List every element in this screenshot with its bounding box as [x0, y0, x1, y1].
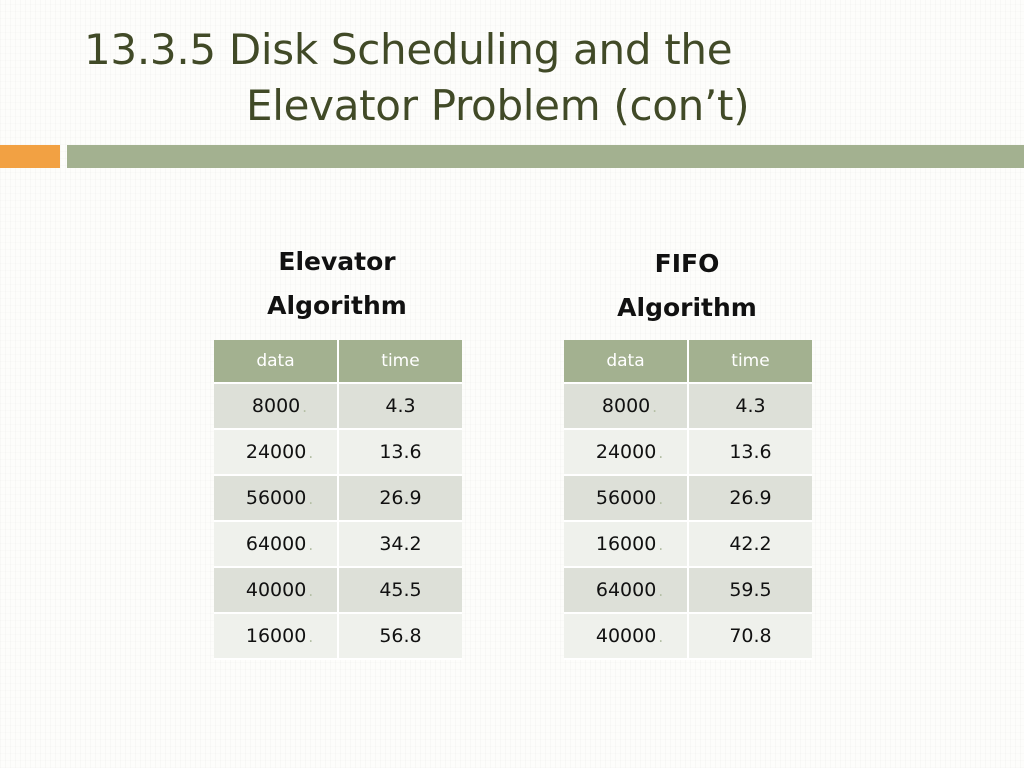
fifo-table-heading	[564, 242, 810, 330]
fifo-heading-line2: Algorithm	[617, 293, 757, 322]
cell-data-value: 16000	[245, 625, 307, 647]
elevator-table-block	[214, 240, 460, 660]
slide-title-line2: Elevator Problem (con’t)	[246, 81, 750, 130]
column-header-data: data	[214, 340, 338, 383]
cell-data-value: 16000	[595, 533, 657, 555]
table-header-row	[214, 340, 462, 383]
cell-time: 4.3	[688, 383, 812, 429]
column-header-time: time	[338, 340, 462, 383]
cell-time: 70.8	[688, 613, 812, 659]
accent-bar-orange	[0, 145, 60, 168]
cell-time: 45.5	[338, 567, 462, 613]
table-header-row	[564, 340, 812, 383]
decimal-dot: .	[302, 398, 308, 416]
elevator-heading-line2: Algorithm	[267, 291, 407, 320]
table-row	[564, 521, 812, 567]
decimal-dot: .	[308, 490, 314, 508]
cell-data-value: 56000	[595, 487, 657, 509]
decimal-dot: .	[658, 444, 664, 462]
cell-data-value: 64000	[595, 579, 657, 601]
table-row	[214, 567, 462, 613]
cell-time: 26.9	[338, 475, 462, 521]
cell-data	[214, 475, 338, 521]
column-header-data: data	[564, 340, 688, 383]
cell-data-value: 8000	[251, 395, 301, 417]
cell-time: 13.6	[688, 429, 812, 475]
cell-data-value: 40000	[245, 579, 307, 601]
cell-data	[214, 613, 338, 659]
fifo-heading-line1: FIFO	[654, 249, 720, 278]
cell-data-value: 24000	[245, 441, 307, 463]
cell-time: 56.8	[338, 613, 462, 659]
decimal-dot: .	[308, 582, 314, 600]
cell-data	[564, 383, 688, 429]
cell-data	[214, 567, 338, 613]
decimal-dot: .	[308, 628, 314, 646]
column-header-time: time	[688, 340, 812, 383]
fifo-table	[564, 340, 812, 660]
decimal-dot: .	[658, 536, 664, 554]
cell-time: 59.5	[688, 567, 812, 613]
table-row	[564, 429, 812, 475]
decimal-dot: .	[308, 444, 314, 462]
elevator-heading-line1: Elevator	[278, 247, 396, 276]
table-row	[214, 383, 462, 429]
table-row	[214, 521, 462, 567]
cell-data	[214, 429, 338, 475]
table-row	[214, 613, 462, 659]
cell-time: 34.2	[338, 521, 462, 567]
cell-data-value: 24000	[595, 441, 657, 463]
decimal-dot: .	[658, 628, 664, 646]
cell-data-value: 64000	[245, 533, 307, 555]
decimal-dot: .	[308, 536, 314, 554]
table-row	[214, 475, 462, 521]
fifo-table-block	[564, 242, 810, 660]
cell-data	[214, 521, 338, 567]
cell-data	[564, 521, 688, 567]
table-row	[564, 567, 812, 613]
cell-data	[564, 475, 688, 521]
table-row	[214, 429, 462, 475]
table-row	[564, 613, 812, 659]
cell-data	[564, 613, 688, 659]
cell-data	[564, 567, 688, 613]
cell-time: 42.2	[688, 521, 812, 567]
decimal-dot: .	[658, 490, 664, 508]
cell-time: 4.3	[338, 383, 462, 429]
cell-data	[564, 429, 688, 475]
decimal-dot: .	[652, 398, 658, 416]
elevator-table	[214, 340, 462, 660]
cell-data-value: 56000	[245, 487, 307, 509]
table-row	[564, 383, 812, 429]
cell-data-value: 40000	[595, 625, 657, 647]
table-row	[564, 475, 812, 521]
slide-title	[84, 22, 749, 134]
decimal-dot: .	[658, 582, 664, 600]
accent-bar-green	[67, 145, 1024, 168]
cell-data-value: 8000	[601, 395, 651, 417]
elevator-table-heading	[214, 240, 460, 328]
cell-data	[214, 383, 338, 429]
cell-time: 26.9	[688, 475, 812, 521]
slide-title-line1: 13.3.5 Disk Scheduling and the	[84, 25, 733, 74]
cell-time: 13.6	[338, 429, 462, 475]
